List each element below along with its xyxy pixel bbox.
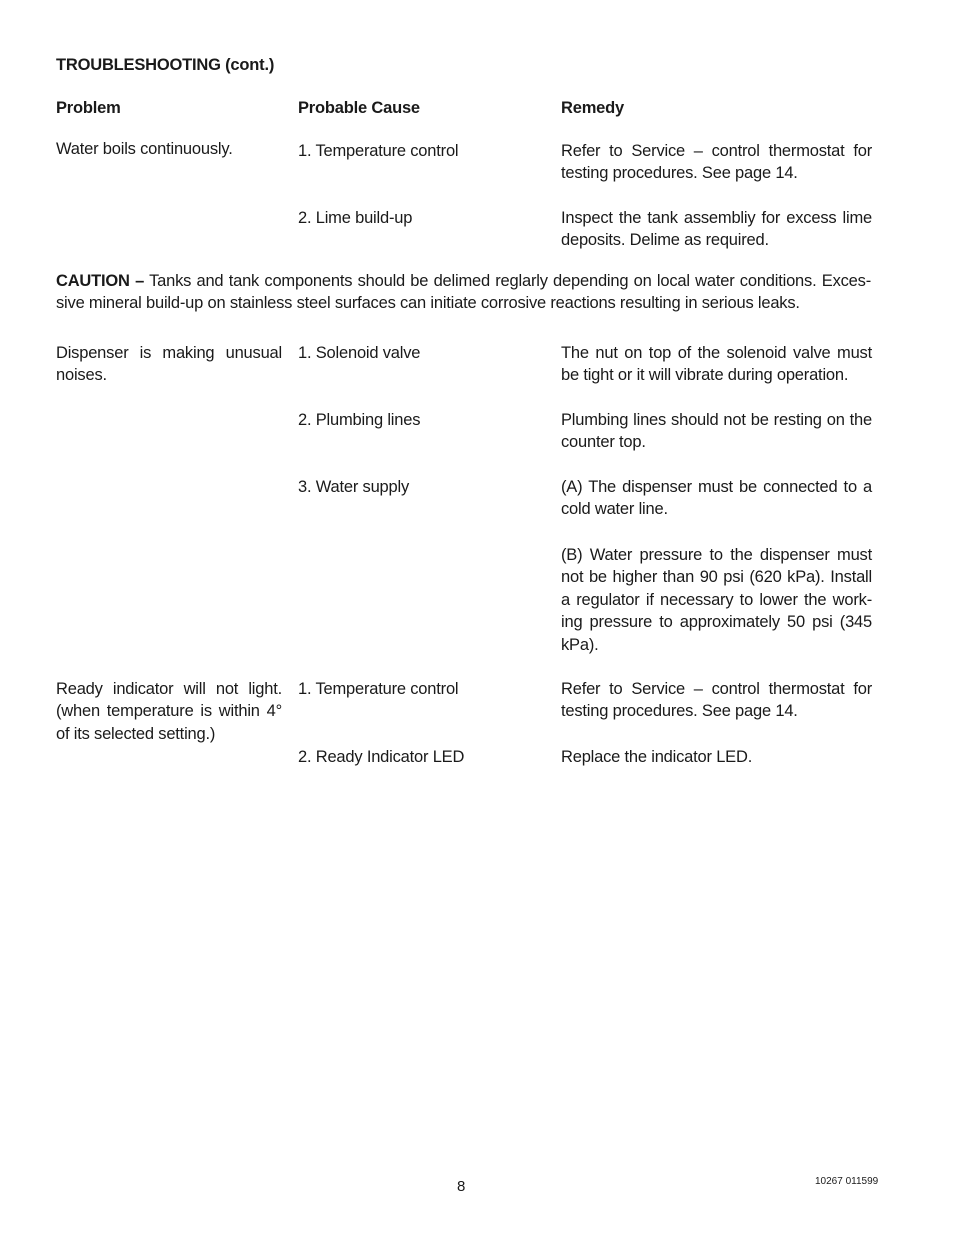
remedy-text: (B) Water pressure to the dispenser must not be higher than 90 psi (620 kPa). Install a regulator if necessary to lower the work-ing pressure to approximately 50 psi (345 kPa). [561, 546, 872, 654]
page-number: 8 [457, 1178, 466, 1195]
cause-text: 1. Temperature control [298, 680, 459, 698]
header-problem: Problem [56, 99, 121, 117]
remedy-text: Plumbing lines should not be resting on the counter top. [561, 411, 872, 452]
cause-text: 3. Water supply [298, 478, 410, 496]
cause-text: 2. Ready Indicator LED [298, 748, 465, 766]
problem-text: Dispenser is making unusual noises. [56, 344, 282, 385]
cause-text: 1. Temperature control [298, 142, 459, 160]
section-title: TROUBLESHOOTING (cont.) [56, 56, 275, 74]
remedy-text: Refer to Service – control thermostat for testing procedures. See page 14. [561, 142, 872, 183]
caution-text: Tanks and tank components should be delimed reglarly depending on local water conditions. Exces-sive mineral build-up on stainless steel surfaces can initiate corrosive reactions resulting in serious leaks. [56, 272, 872, 313]
cause-text: 2. Lime build-up [298, 209, 413, 227]
document-code: 10267 011599 [815, 1176, 879, 1187]
cause-text: 2. Plumbing lines [298, 411, 421, 429]
caution-note [56, 270, 871, 315]
header-remedy: Remedy [561, 99, 624, 117]
remedy-text: The nut on top of the solenoid valve must be tight or it will vibrate during operation. [561, 344, 872, 385]
problem-text: Water boils continuously. [56, 140, 233, 158]
cause-text: 1. Solenoid valve [298, 344, 421, 362]
problem-text: Ready indicator will not light. (when temperature is within 4° of its selected setting.) [56, 680, 282, 743]
remedy-text: Refer to Service – control thermostat for testing procedures. See page 14. [561, 680, 872, 721]
remedy-text: Replace the indicator LED. [561, 748, 753, 766]
remedy-text: Inspect the tank assembliy for excess lime deposits. Delime as required. [561, 209, 872, 250]
caution-label: CAUTION – [56, 272, 145, 290]
remedy-text: (A) The dispenser must be connected to a cold water line. [561, 478, 872, 519]
header-probable-cause: Probable Cause [298, 99, 420, 117]
